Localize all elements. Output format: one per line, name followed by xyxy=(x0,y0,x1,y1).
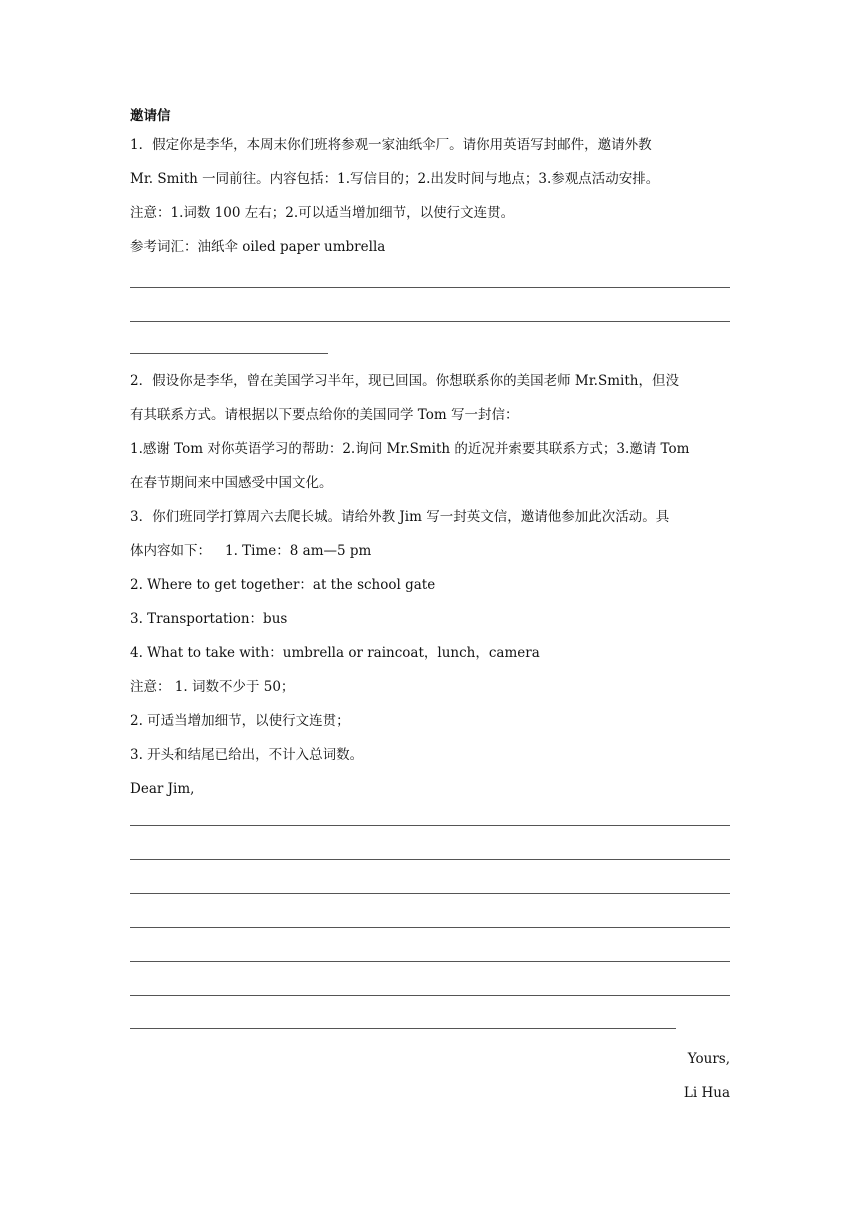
q3-answer-line-6[interactable] xyxy=(130,995,730,996)
q3-line-2-intro: 体内容如下： xyxy=(130,543,211,559)
q1-vocab: 参考词汇：油纸伞 oiled paper umbrella xyxy=(130,239,386,255)
q1-note: 注意：1.词数 100 左右；2.可以适当增加细节，以使行文连贯。 xyxy=(130,205,515,221)
q1-line-2: Mr. Smith 一同前往。内容包括：1.写信目的；2.出发时间与地点；3.参观点活动安排。 xyxy=(130,171,660,187)
q3-answer-line-4[interactable] xyxy=(130,927,730,928)
q3-answer-line-7[interactable] xyxy=(130,1028,676,1029)
q2-line-3: 1.感谢 Tom 对你英语学习的帮助：2.询问 Mr.Smith 的近况并索要其联系方式；3.邀请 Tom xyxy=(130,441,690,457)
q2-line-4: 在春节期间来中国感受中国文化。 xyxy=(130,475,333,491)
q3-item-1: 1. Time：8 am—5 pm xyxy=(225,543,372,559)
q2-line-1: 2．假设你是李华，曾在美国学习半年，现已回国。你想联系你的美国老师 Mr.Smith，但没 xyxy=(130,373,679,389)
q3-item-3: 3. Transportation：bus xyxy=(130,611,288,627)
letter-closing: Yours, xyxy=(687,1051,730,1067)
q1-line-1: 1．假定你是李华，本周末你们班将参观一家油纸伞厂。请你用英语写封邮件，邀请外教 xyxy=(130,137,652,153)
q3-answer-line-1[interactable] xyxy=(130,825,730,826)
q3-line-2 xyxy=(130,543,371,559)
q3-answer-line-2[interactable] xyxy=(130,859,730,860)
q3-note-3: 3. 开头和结尾已给出，不计入总词数。 xyxy=(130,747,364,763)
q1-answer-line-3[interactable] xyxy=(130,353,328,354)
q3-note-2: 2. 可适当增加细节，以使行文连贯； xyxy=(130,713,350,729)
q3-item-2: 2. Where to get together：at the school gate xyxy=(130,577,436,593)
q1-answer-line-1[interactable] xyxy=(130,287,730,288)
q3-answer-line-5[interactable] xyxy=(130,961,730,962)
letter-greeting: Dear Jim, xyxy=(130,781,195,797)
document-title: 邀请信 xyxy=(130,108,171,124)
q3-item-4: 4. What to take with：umbrella or raincoat，lunch，camera xyxy=(130,645,540,661)
q3-line-1: 3．你们班同学打算周六去爬长城。请给外教 Jim 写一封英文信，邀请他参加此次活动。具 xyxy=(130,509,670,525)
q3-note-1: 注意： 1. 词数不少于 50； xyxy=(130,679,295,695)
q1-answer-line-2[interactable] xyxy=(130,321,730,322)
letter-signature: Li Hua xyxy=(683,1085,730,1101)
q2-line-2: 有其联系方式。请根据以下要点给你的美国同学 Tom 写一封信： xyxy=(130,407,519,423)
q3-answer-line-3[interactable] xyxy=(130,893,730,894)
